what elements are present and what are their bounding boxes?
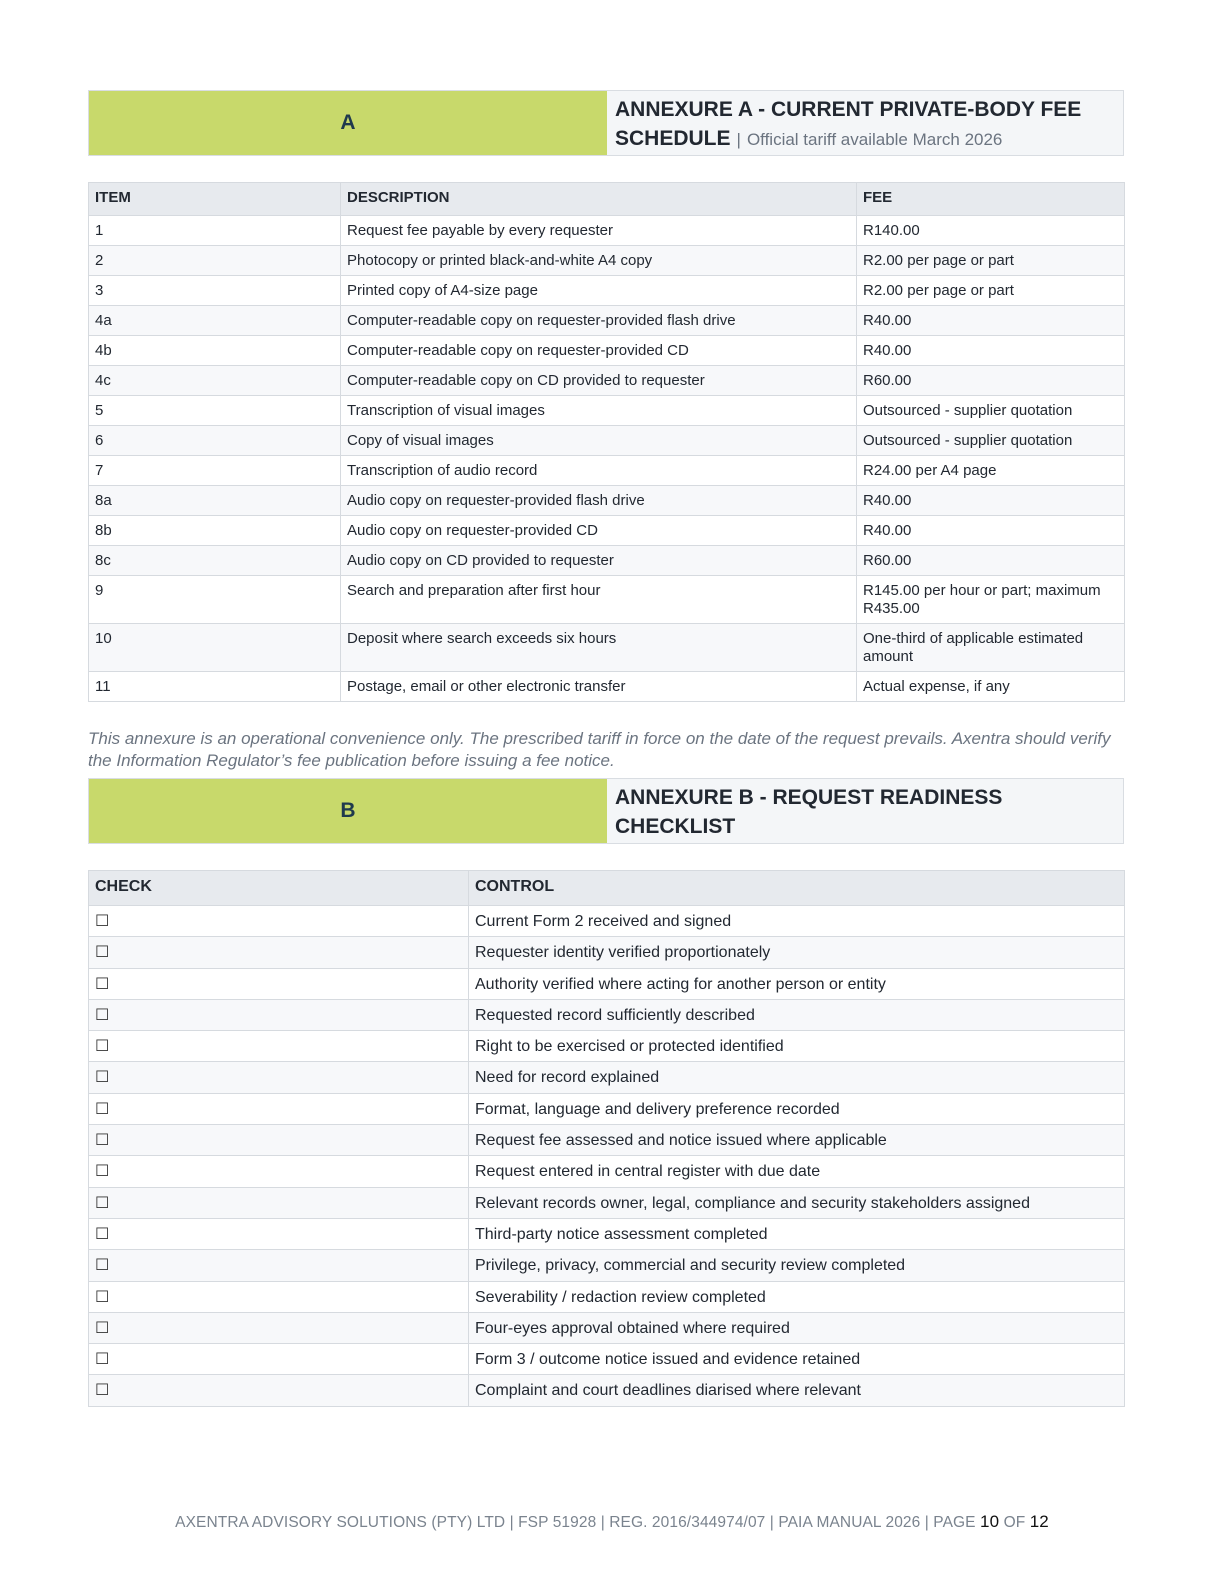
checklist-control-cell: Privilege, privacy, commercial and security review completed	[469, 1250, 1125, 1281]
fee-table-row	[89, 624, 1125, 672]
fee-cell-fee: R24.00 per A4 page	[857, 456, 1125, 486]
checklist-row	[89, 1375, 1125, 1406]
checkbox-icon[interactable]: ☐	[95, 1100, 110, 1118]
footer-page-total: 12	[1029, 1512, 1049, 1531]
checkbox-icon[interactable]: ☐	[95, 1382, 110, 1400]
fee-cell-description: Search and preparation after first hour	[341, 576, 857, 624]
column-header-description: DESCRIPTION	[341, 183, 857, 216]
annexure-b-letter: B	[89, 779, 607, 843]
fee-table-row	[89, 546, 1125, 576]
checklist-control-cell: Severability / redaction review completed	[469, 1281, 1125, 1312]
checklist-row	[89, 937, 1125, 968]
fee-cell-fee: Outsourced - supplier quotation	[857, 426, 1125, 456]
fee-table-row	[89, 306, 1125, 336]
annexure-a-title-block	[607, 91, 1123, 155]
fee-cell-description: Copy of visual images	[341, 426, 857, 456]
checklist-check-cell	[89, 1156, 469, 1187]
checklist-check-cell	[89, 1125, 469, 1156]
checklist-check-cell	[89, 1250, 469, 1281]
fee-table-row	[89, 576, 1125, 624]
fee-cell-fee: R60.00	[857, 366, 1125, 396]
checklist-header-row	[89, 871, 1125, 906]
checklist-check-cell	[89, 1375, 469, 1406]
checklist-check-cell	[89, 1281, 469, 1312]
checklist-row	[89, 1312, 1125, 1343]
fee-cell-item: 10	[89, 624, 341, 672]
annexure-b-title: ANNEXURE B - REQUEST READINESS CHECKLIST	[607, 779, 1123, 843]
checklist-row	[89, 1031, 1125, 1062]
checkbox-icon[interactable]: ☐	[95, 1319, 110, 1337]
fee-cell-item: 9	[89, 576, 341, 624]
checklist-row	[89, 1156, 1125, 1187]
fee-cell-description: Deposit where search exceeds six hours	[341, 624, 857, 672]
checklist-row	[89, 1250, 1125, 1281]
fee-cell-description: Computer-readable copy on requester-provided flash drive	[341, 306, 857, 336]
checklist-check-cell	[89, 968, 469, 999]
column-header-control: CONTROL	[469, 871, 1125, 906]
fee-cell-description: Request fee payable by every requester	[341, 216, 857, 246]
checkbox-icon[interactable]: ☐	[95, 1006, 110, 1024]
fee-table-header-row	[89, 183, 1125, 216]
annexure-b-banner	[88, 778, 1124, 844]
checklist-row	[89, 1344, 1125, 1375]
column-header-check: CHECK	[89, 871, 469, 906]
checklist-control-cell: Right to be exercised or protected identified	[469, 1031, 1125, 1062]
fee-cell-fee: One-third of applicable estimated amount	[857, 624, 1125, 672]
checklist-control-cell: Format, language and delivery preference recorded	[469, 1093, 1125, 1124]
fee-table-row	[89, 516, 1125, 546]
checklist-control-cell: Request entered in central register with due date	[469, 1156, 1125, 1187]
fee-table-row	[89, 336, 1125, 366]
fee-cell-description: Photocopy or printed black-and-white A4 copy	[341, 246, 857, 276]
checklist-row	[89, 1281, 1125, 1312]
checklist-row	[89, 1187, 1125, 1218]
fee-cell-description: Transcription of visual images	[341, 396, 857, 426]
checklist-row	[89, 1125, 1125, 1156]
checklist-row	[89, 999, 1125, 1030]
checklist-check-cell	[89, 906, 469, 937]
fee-cell-item: 7	[89, 456, 341, 486]
checkbox-icon[interactable]: ☐	[95, 1288, 110, 1306]
fee-table-row	[89, 216, 1125, 246]
checklist-row	[89, 1218, 1125, 1249]
fee-cell-item: 8a	[89, 486, 341, 516]
fee-cell-item: 4b	[89, 336, 341, 366]
checklist-control-cell: Request fee assessed and notice issued where applicable	[469, 1125, 1125, 1156]
checkbox-icon[interactable]: ☐	[95, 944, 110, 962]
checklist-control-cell: Third-party notice assessment completed	[469, 1218, 1125, 1249]
checklist-row	[89, 1062, 1125, 1093]
fee-cell-item: 8b	[89, 516, 341, 546]
fee-cell-item: 3	[89, 276, 341, 306]
column-header-item: ITEM	[89, 183, 341, 216]
fee-cell-description: Postage, email or other electronic transfer	[341, 672, 857, 702]
fee-cell-fee: R40.00	[857, 336, 1125, 366]
checkbox-icon[interactable]: ☐	[95, 1069, 110, 1087]
fee-cell-fee: R40.00	[857, 306, 1125, 336]
fee-table-row	[89, 246, 1125, 276]
checklist-control-cell: Form 3 / outcome notice issued and evidence retained	[469, 1344, 1125, 1375]
fee-cell-fee: R60.00	[857, 546, 1125, 576]
checkbox-icon[interactable]: ☐	[95, 1163, 110, 1181]
checklist-check-cell	[89, 1218, 469, 1249]
checkbox-icon[interactable]: ☐	[95, 975, 110, 993]
fee-cell-description: Audio copy on CD provided to requester	[341, 546, 857, 576]
checklist-check-cell	[89, 1093, 469, 1124]
annexure-a-letter: A	[89, 91, 607, 155]
fee-cell-fee: R145.00 per hour or part; maximum R435.00	[857, 576, 1125, 624]
checklist-control-cell: Four-eyes approval obtained where required	[469, 1312, 1125, 1343]
checklist-control-cell: Authority verified where acting for another person or entity	[469, 968, 1125, 999]
checkbox-icon[interactable]: ☐	[95, 1194, 110, 1212]
checkbox-icon[interactable]: ☐	[95, 1038, 110, 1056]
fee-cell-item: 1	[89, 216, 341, 246]
fee-table-row	[89, 396, 1125, 426]
fee-cell-fee: Outsourced - supplier quotation	[857, 396, 1125, 426]
checklist-check-cell	[89, 937, 469, 968]
fee-cell-item: 5	[89, 396, 341, 426]
annexure-note: This annexure is an operational convenience only. The prescribed tariff in force on the date of the request prevails. Axentra should verify the Information Regulator’s fee publication before issuing a fee notice.	[88, 729, 1111, 770]
checkbox-icon[interactable]: ☐	[95, 1257, 110, 1275]
footer-text: AXENTRA ADVISORY SOLUTIONS (PTY) LTD | FSP 51928 | REG. 2016/344974/07 | PAIA MANUAL 2026 | PAGE	[175, 1514, 976, 1531]
fee-cell-fee: R2.00 per page or part	[857, 276, 1125, 306]
fee-cell-fee: Actual expense, if any	[857, 672, 1125, 702]
column-header-fee: FEE	[857, 183, 1125, 216]
checklist-control-cell: Current Form 2 received and signed	[469, 906, 1125, 937]
checklist-check-cell	[89, 1031, 469, 1062]
checklist-check-cell	[89, 1312, 469, 1343]
annexure-a-subtitle: Official tariff available March 2026	[746, 130, 1003, 149]
page-content	[88, 90, 1124, 1407]
checklist-control-cell: Requested record sufficiently described	[469, 999, 1125, 1030]
annexure-a-title: ANNEXURE A - CURRENT PRIVATE-BODY FEE SCHEDULE	[615, 98, 1082, 150]
checkbox-icon[interactable]: ☐	[95, 1351, 110, 1369]
fee-cell-item: 6	[89, 426, 341, 456]
fee-table-row	[89, 276, 1125, 306]
fee-cell-description: Audio copy on requester-provided CD	[341, 516, 857, 546]
checklist-check-cell	[89, 1062, 469, 1093]
fee-schedule-table	[88, 182, 1125, 702]
checklist-control-cell: Requester identity verified proportionately	[469, 937, 1125, 968]
fee-cell-description: Audio copy on requester-provided flash drive	[341, 486, 857, 516]
fee-table-row	[89, 486, 1125, 516]
fee-cell-item: 11	[89, 672, 341, 702]
checklist-control-cell: Need for record explained	[469, 1062, 1125, 1093]
fee-table-row	[89, 456, 1125, 486]
checkbox-icon[interactable]: ☐	[95, 1225, 110, 1243]
footer-of: OF	[1003, 1514, 1026, 1531]
checklist-control-cell: Relevant records owner, legal, compliance and security stakeholders assigned	[469, 1187, 1125, 1218]
fee-cell-fee: R140.00	[857, 216, 1125, 246]
readiness-checklist-table	[88, 870, 1125, 1407]
checklist-check-cell	[89, 999, 469, 1030]
fee-cell-description: Printed copy of A4-size page	[341, 276, 857, 306]
fee-cell-item: 8c	[89, 546, 341, 576]
fee-cell-item: 4a	[89, 306, 341, 336]
fee-table-row	[89, 672, 1125, 702]
checkbox-icon[interactable]: ☐	[95, 1132, 110, 1150]
checklist-check-cell	[89, 1187, 469, 1218]
fee-cell-fee: R40.00	[857, 486, 1125, 516]
checkbox-icon[interactable]: ☐	[95, 913, 110, 930]
fee-table-row	[89, 426, 1125, 456]
checklist-row	[89, 968, 1125, 999]
page-footer	[0, 1512, 1224, 1532]
checklist-check-cell	[89, 1344, 469, 1375]
fee-cell-fee: R40.00	[857, 516, 1125, 546]
fee-cell-description: Transcription of audio record	[341, 456, 857, 486]
title-separator: |	[736, 130, 741, 149]
checklist-control-cell: Complaint and court deadlines diarised where relevant	[469, 1375, 1125, 1406]
fee-cell-item: 2	[89, 246, 341, 276]
checklist-row	[89, 906, 1125, 937]
fee-cell-description: Computer-readable copy on requester-provided CD	[341, 336, 857, 366]
annexure-a-banner	[88, 90, 1124, 156]
fee-table-row	[89, 366, 1125, 396]
fee-cell-item: 4c	[89, 366, 341, 396]
fee-cell-description: Computer-readable copy on CD provided to requester	[341, 366, 857, 396]
checklist-row	[89, 1093, 1125, 1124]
footer-page-number: 10	[980, 1512, 1000, 1531]
fee-cell-fee: R2.00 per page or part	[857, 246, 1125, 276]
